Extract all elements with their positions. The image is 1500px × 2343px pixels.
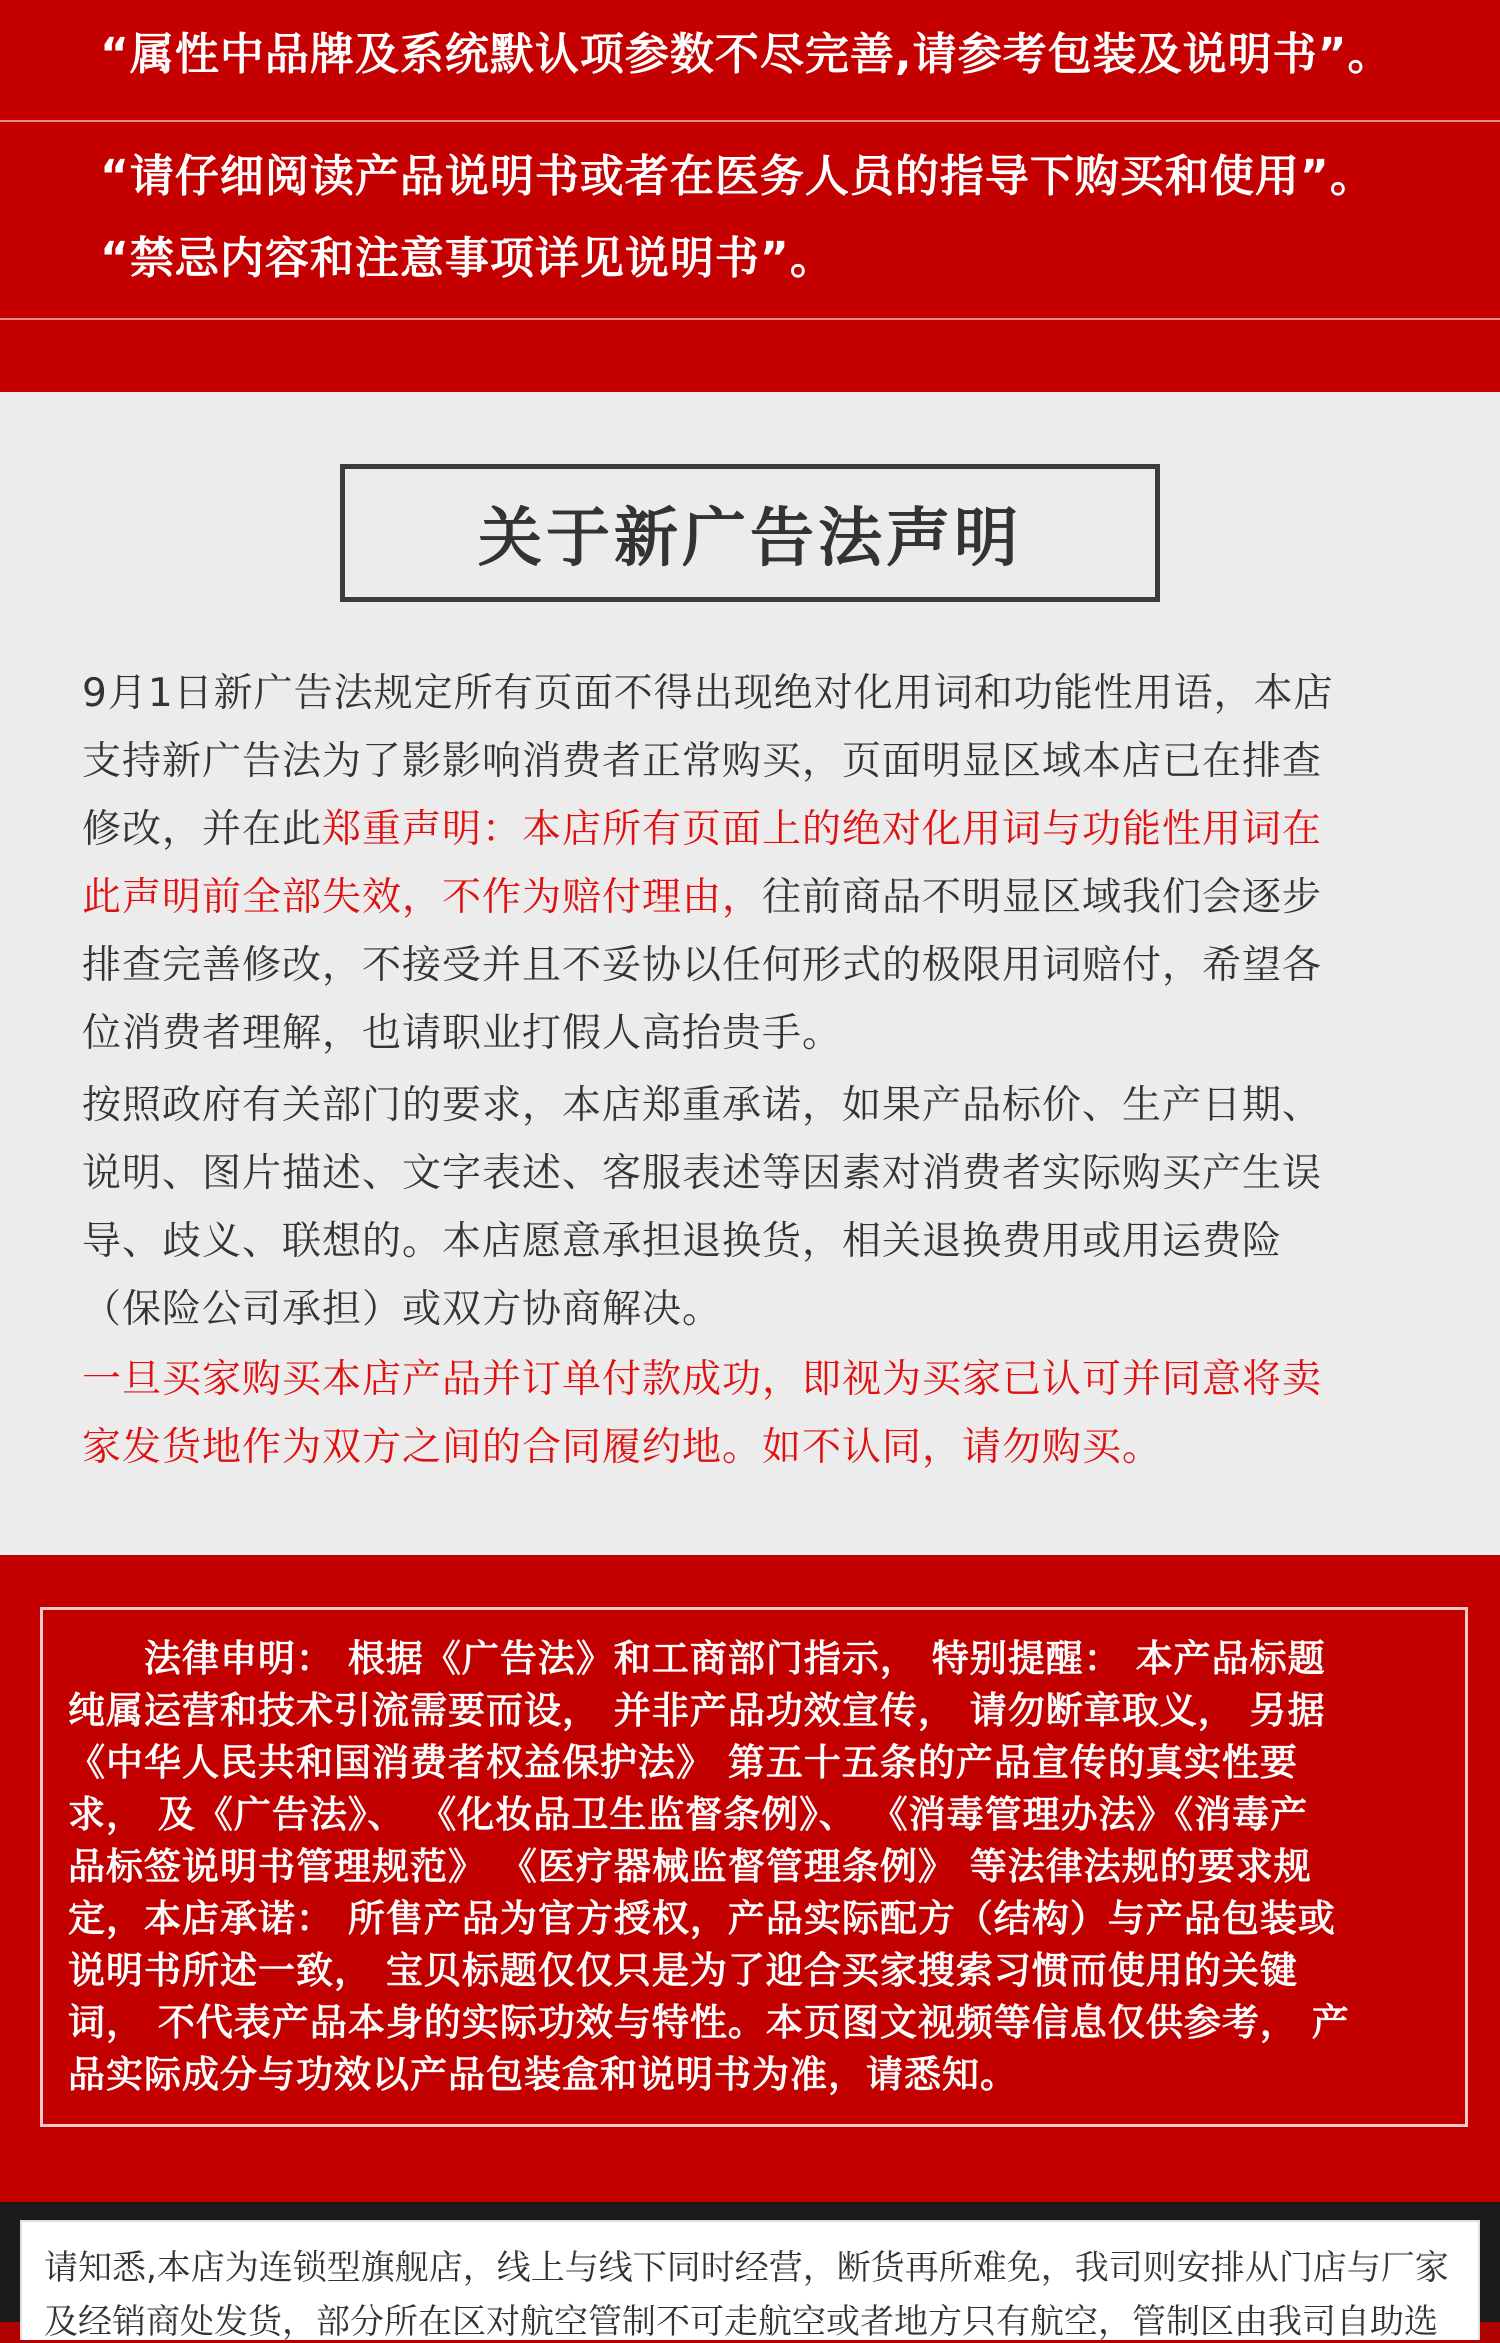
ad-law-title-box [340,464,1160,602]
legal-line: 法律申明： 根据《广告法》和工商部门指示， 特别提醒： 本产品标题 [68,1637,1326,1680]
notice-line-read-instructions: “请仔细阅读产品说明书或者在医务人员的指导下购买和使用”。 [100,151,1375,202]
shipping-notice-line1: 请知悉,本店为连锁型旗舰店，线上与线下同时经营，断货再所难免，我司则安排从门店与厂家 [44,2248,1449,2288]
shipping-notice-line2: 及经销商处发货，部分所在区对航空管制不可走航空或者地方只有航空，管制区由我司自助选 [44,2302,1438,2342]
legal-line: 定，本店承诺： 所售产品为官方授权，产品实际配方（结构）与产品包装或 [68,1897,1336,1940]
legal-line: 品实际成分与功效以产品包装盒和说明书为准，请悉知。 [68,2053,1018,2096]
ad-law-p1-line2: 支持新广告法为了影影响消费者正常购买，页面明显区域本店已在排查 [82,739,1323,784]
ad-law-p2-line1: 按照政府有关部门的要求，本店郑重承诺，如果产品标价、生产日期、 [82,1083,1323,1128]
shipping-notice [0,2202,1500,2342]
ad-law-statement [0,392,1500,1555]
notice-line-brand: “属性中品牌及系统默认项参数不尽完善,请参考包装及说明书”。 [100,29,1393,80]
legal-statement [0,1555,1500,2202]
top-notice [0,0,1500,392]
shipping-notice-frame [20,2220,1480,2340]
ad-law-p3-line1: 一旦买家购买本店产品并订单付款成功，即视为买家已认可并同意将卖 [82,1357,1323,1402]
ad-law-p3-line2: 家发货地作为双方之间的合同履约地。如不认同，请勿购买。 [82,1425,1163,1470]
ad-law-p2-line3: 导、歧义、联想的。本店愿意承担退换货，相关退换费用或用运费险 [82,1219,1283,1264]
legal-line: 《中华人民共和国消费者权益保护法》 第五十五条的产品宣传的真实性要 [68,1741,1298,1784]
legal-line: 求， 及《广告法》、 《化妆品卫生监督条例》、 《消毒管理办法》《消毒产 [68,1793,1309,1836]
ad-law-p1-line1: 9月1日新广告法规定所有页面不得出现绝对化用词和功能性用语，本店 [82,671,1334,716]
ad-law-p1-line6: 位消费者理解，也请职业打假人高抬贵手。 [82,1011,843,1056]
notice-line-contraindications: “禁忌内容和注意事项详见说明书”。 [100,233,835,284]
ad-law-solemn-statement: 郑重声明：本店所有页面上的绝对化用词与功能性用词在 [322,807,1323,852]
ad-law-p1-line4-text: 往前商品不明显区域我们会逐步 [762,875,1323,920]
ad-law-p1-line4 [82,866,1322,922]
ad-law-title: 关于新广告法声明 [478,502,1022,576]
ad-law-p2-line4: （保险公司承担）或双方协商解决。 [82,1287,723,1332]
divider [0,318,1500,320]
legal-line: 纯属运营和技术引流需要而设， 并非产品功效宣传， 请勿断章取义， 另据 [68,1689,1326,1732]
legal-line: 词， 不代表产品本身的实际功效与特性。本页图文视频等信息仅供参考， 产 [68,2001,1350,2044]
divider [0,120,1500,122]
ad-law-p1-line5: 排查完善修改，不接受并且不妥协以任何形式的极限用词赔付，希望各 [82,943,1323,988]
ad-law-invalid-statement: 此声明前全部失效，不作为赔付理由， [82,875,763,920]
legal-line: 品标签说明书管理规范》 《医疗器械监督管理条例》 等法律法规的要求规 [68,1845,1312,1888]
ad-law-p2-line2: 说明、图片描述、文字表述、客服表述等因素对消费者实际购买产生误 [82,1151,1323,1196]
ad-law-p1-line3 [82,798,1322,854]
legal-line: 说明书所述一致， 宝贝标题仅仅只是为了迎合买家搜索习惯而使用的关键 [68,1949,1298,1992]
ad-law-p1-line3-text: 修改，并在此 [82,807,323,852]
